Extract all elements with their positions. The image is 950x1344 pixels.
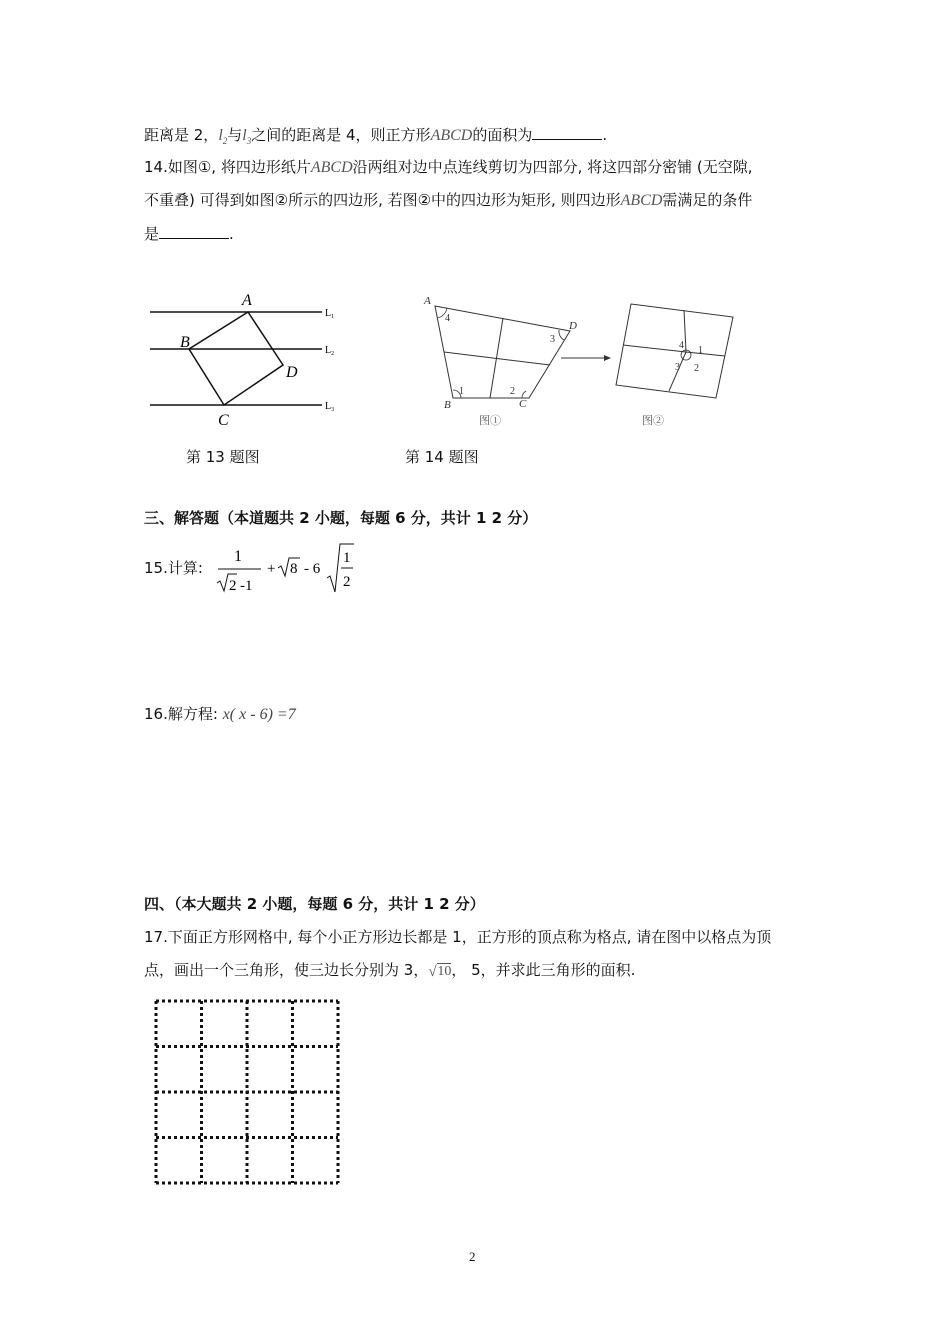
q16-line: 16.解方程: x( x - 6) =7	[144, 705, 296, 723]
figure-13	[140, 285, 350, 435]
q15-numerator: 1	[234, 548, 242, 565]
q13-text-1: 距离是 2，	[144, 126, 219, 144]
q15-den-rest: -1	[240, 578, 253, 594]
f14-label-a: A	[424, 295, 431, 307]
caption-fig14: 第 14 题图	[405, 448, 479, 466]
page-number: 2	[469, 1249, 476, 1264]
fig2-line-left	[623, 345, 686, 352]
fig2-line-right	[686, 352, 725, 356]
q15-minus6: - 6	[304, 561, 321, 577]
l2-symbol: $l_2$	[218, 127, 228, 147]
f14-num-4: 4	[445, 313, 450, 324]
answer-blank-14[interactable]	[159, 223, 229, 239]
f2-num-3: 3	[675, 362, 680, 373]
section-3-title: 三、解答题（本道题共 2 小题，每题 6 分，共计 1 2 分）	[144, 509, 538, 527]
q13-text-3: 之间的距离是 4，则正方形	[251, 126, 431, 144]
f14-label-d: D	[569, 320, 577, 332]
q15-rad8: 8	[290, 561, 298, 577]
dotted-grid[interactable]	[150, 995, 344, 1189]
sqrt10: √ 10	[428, 964, 452, 980]
label-c: C	[218, 412, 229, 429]
abcd-symbol: ABCD	[310, 159, 353, 176]
q15-frac-den: 2	[343, 574, 351, 590]
f2-num-1: 1	[698, 345, 703, 356]
f14-label-b: B	[444, 399, 451, 411]
abcd-symbol: ABCD	[430, 127, 473, 144]
q14-line-2: 不重叠) 可得到如图②所示的四边形, 若图②中的四边形为矩形, 则四边形ABCD需满足的条件	[144, 191, 753, 209]
angle-3-arc	[559, 330, 564, 340]
q15-plus: +	[267, 561, 276, 577]
fig14-sub1-label: 图①	[479, 415, 501, 427]
angle-2-arc	[522, 391, 526, 398]
section-4-title: 四、（本大题共 2 小题，每题 6 分，共计 1 2 分）	[144, 895, 485, 913]
figure-14	[418, 290, 748, 435]
label-a: A	[242, 292, 252, 309]
f2-num-4: 4	[679, 340, 684, 351]
f14-num-3: 3	[550, 334, 555, 345]
q17-line-1: 17.下面正方形网格中, 每个小正方形边长都是 1，正方形的顶点称为格点, 请在图中以格点为顶	[144, 928, 772, 946]
arrowhead-icon	[604, 355, 611, 361]
abcd-symbol: ABCD	[620, 192, 663, 209]
q15-den-rad: 2	[229, 578, 237, 594]
q13-text-4: 的面积为	[472, 126, 533, 144]
q14-line-1: 14.如图①, 将四边形纸片ABCD沿两组对边中点连线剪切为四部分, 将这四部分密铺 (无空隙,	[144, 158, 753, 176]
f14-num-1: 1	[459, 386, 464, 397]
q16-equation: x( x - 6) =7	[222, 706, 296, 723]
f2-num-2: 2	[694, 363, 699, 374]
fig14-sub2-label: 图②	[642, 415, 664, 427]
f14-num-2: 2	[510, 386, 515, 397]
square-abcd	[189, 312, 283, 405]
q13-text-2: 与	[227, 126, 243, 144]
caption-fig13: 第 13 题图	[186, 448, 260, 466]
q15-expression	[214, 540, 364, 596]
l3-symbol: $l_3$	[242, 127, 252, 147]
label-b: B	[180, 334, 190, 351]
fig2-line-top	[684, 310, 686, 352]
q14-line-3: 是 .	[144, 225, 234, 243]
q15-label: 15.计算:	[144, 559, 203, 577]
q13-tail-line: 距离是 2，$l_2$与$l_3$之间的距离是 4，则正方形ABCD的面积为 .	[144, 126, 608, 147]
answer-blank-13[interactable]	[532, 124, 602, 140]
label-l2: $L_2$	[325, 345, 335, 357]
q17-line-2: 点，画出一个三角形，使三边长分别为 3， √ 10， 5，并求此三角形的面积.	[144, 961, 636, 980]
label-l1: $L_1$	[325, 308, 335, 320]
label-l3: $L_3$	[325, 401, 335, 413]
q15-frac-num: 1	[343, 550, 351, 566]
label-d: D	[286, 364, 298, 381]
f14-label-c: C	[519, 398, 527, 410]
